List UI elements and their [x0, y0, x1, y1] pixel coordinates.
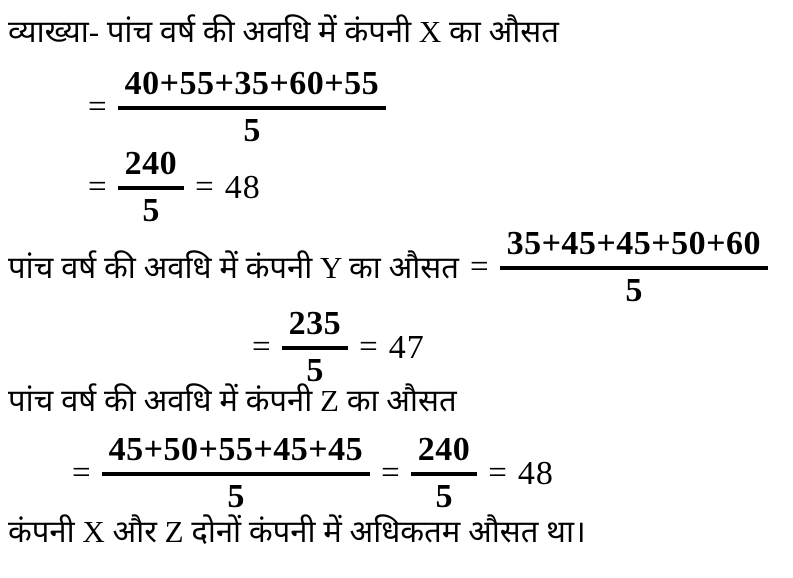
fraction-numerator: 240	[124, 145, 178, 182]
equals-sign: =	[195, 169, 214, 206]
equals-sign: =	[381, 455, 400, 492]
company-x-average-value: 48	[224, 168, 261, 206]
company-z-average-value: 48	[517, 454, 554, 492]
fraction-z-total	[411, 432, 478, 515]
fraction-numerator: 35+45+45+50+60	[506, 225, 762, 262]
company-y-step2	[250, 306, 425, 389]
fraction-numerator: 40+55+35+60+55	[124, 65, 380, 102]
equals-sign: =	[88, 89, 107, 126]
equals-sign: =	[88, 169, 107, 206]
company-x-step2	[86, 146, 261, 229]
fraction-denominator: 5	[118, 106, 387, 150]
conclusion-line: कंपनी X और Z दोनों कंपनी में अधिकतम औसत था।	[8, 514, 586, 549]
fraction-x-sum	[118, 66, 387, 149]
fraction-y-sum	[500, 226, 769, 309]
fraction-x-total	[118, 146, 185, 229]
fraction-denominator: 5	[500, 266, 769, 310]
equals-sign: =	[359, 329, 378, 366]
fraction-numerator: 235	[288, 305, 342, 342]
fraction-z-sum	[102, 432, 371, 515]
fraction-denominator: 5	[282, 346, 349, 390]
explanation-intro-line: व्याख्या- पांच वर्ष की अवधि में कंपनी X का औसत	[8, 14, 559, 49]
company-y-step1	[8, 226, 768, 309]
equals-sign: =	[488, 455, 507, 492]
fraction-denominator: 5	[102, 472, 371, 516]
company-z-step1	[70, 432, 554, 515]
equals-sign: =	[252, 329, 271, 366]
company-z-text: पांच वर्ष की अवधि में कंपनी Z का औसत	[8, 383, 457, 418]
fraction-y-total	[282, 306, 349, 389]
fraction-numerator: 240	[417, 431, 471, 468]
fraction-denominator: 5	[411, 472, 478, 516]
company-y-average-value: 47	[388, 328, 425, 366]
company-x-step1	[86, 66, 386, 149]
equals-sign: =	[469, 249, 489, 286]
company-y-text: पांच वर्ष की अवधि में कंपनी Y का औसत	[8, 249, 459, 285]
fraction-numerator: 45+50+55+45+45	[108, 431, 364, 468]
fraction-denominator: 5	[118, 186, 185, 230]
equals-sign: =	[72, 455, 91, 492]
